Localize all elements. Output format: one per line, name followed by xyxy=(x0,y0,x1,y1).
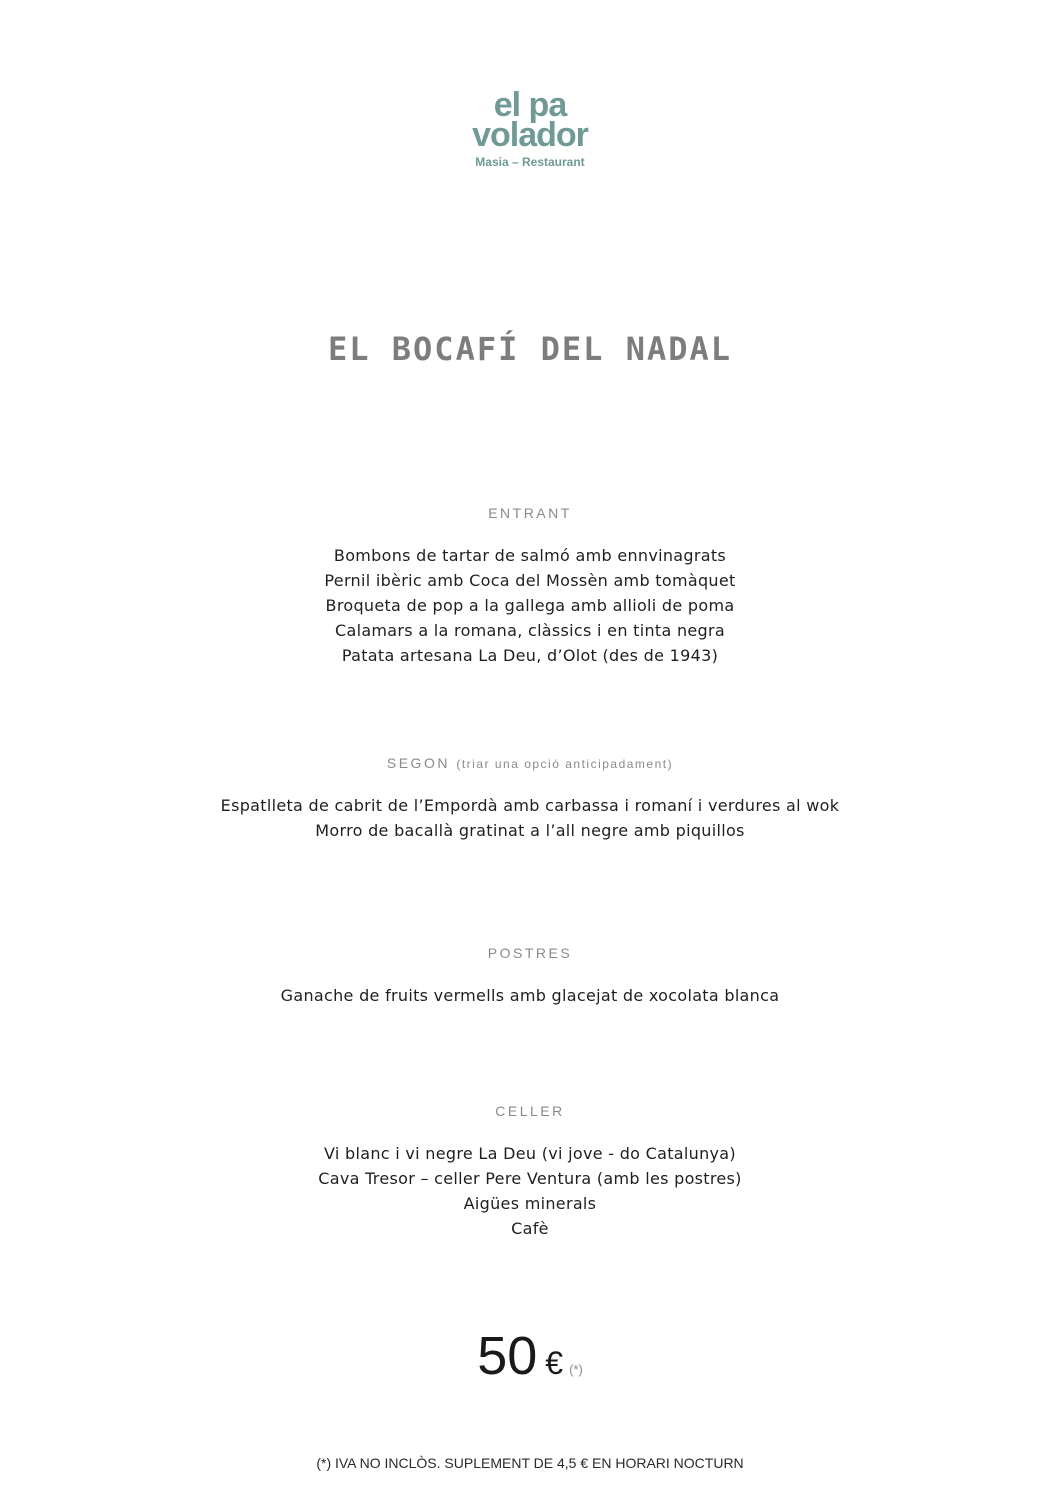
menu-item: Bombons de tartar de salmó amb ennvinagrats xyxy=(333,546,727,565)
logo-line-1: el pa xyxy=(493,86,567,124)
menu-item: Pernil ibèric amb Coca del Mossèn amb tomàquet xyxy=(324,571,736,590)
menu-item: Morro de bacallà gratinat a l’all negre amb piquillos xyxy=(315,821,745,840)
section-postres xyxy=(0,945,1060,1008)
section-heading xyxy=(0,1103,1060,1119)
price-currency: € xyxy=(545,1345,564,1381)
section-celler xyxy=(0,1103,1060,1241)
price-footnote: (*) IVA NO INCLÒS. SUPLEMENT DE 4,5 € EN HORARI NOCTURN xyxy=(316,1455,744,1471)
restaurant-logo xyxy=(0,86,1060,170)
section-heading xyxy=(0,755,1060,771)
section-heading-label: POSTRES xyxy=(487,945,573,961)
menu-item: Patata artesana La Deu, d’Olot (des de 1943) xyxy=(341,646,719,665)
menu-item: Vi blanc i vi negre La Deu (vi jove - do Catalunya) xyxy=(324,1144,736,1163)
section-segon xyxy=(0,755,1060,843)
section-heading xyxy=(0,505,1060,521)
menu-item: Cafè xyxy=(511,1219,549,1238)
menu-item: Ganache de fruits vermells amb glacejat de xocolata blanca xyxy=(280,986,780,1005)
section-entrant xyxy=(0,505,1060,668)
price-footnote-marker: (*) xyxy=(569,1362,583,1377)
menu-item: Broqueta de pop a la gallega amb allioli de poma xyxy=(325,596,735,615)
menu-item: Aigües minerals xyxy=(463,1194,597,1213)
section-heading-label: SEGON xyxy=(386,755,450,771)
menu-title: EL BOCAFÍ DEL NADAL xyxy=(327,330,733,368)
section-heading xyxy=(0,945,1060,961)
section-heading-note: (triar una opció anticipadament) xyxy=(456,757,674,771)
price-amount: 50 xyxy=(477,1326,538,1386)
menu-item: Espatlleta de cabrit de l’Empordà amb carbassa i romaní i verdures al wok xyxy=(220,796,840,815)
menu-price xyxy=(0,1325,1060,1387)
section-heading-label: ENTRANT xyxy=(488,505,572,521)
menu-item: Cava Tresor – celler Pere Ventura (amb les postres) xyxy=(318,1169,742,1188)
section-heading-label: CELLER xyxy=(495,1103,565,1119)
menu-item: Calamars a la romana, clàssics i en tinta negra xyxy=(335,621,725,640)
logo-tagline: Masia – Restaurant xyxy=(475,155,585,169)
logo-line-2: volador xyxy=(472,116,588,154)
